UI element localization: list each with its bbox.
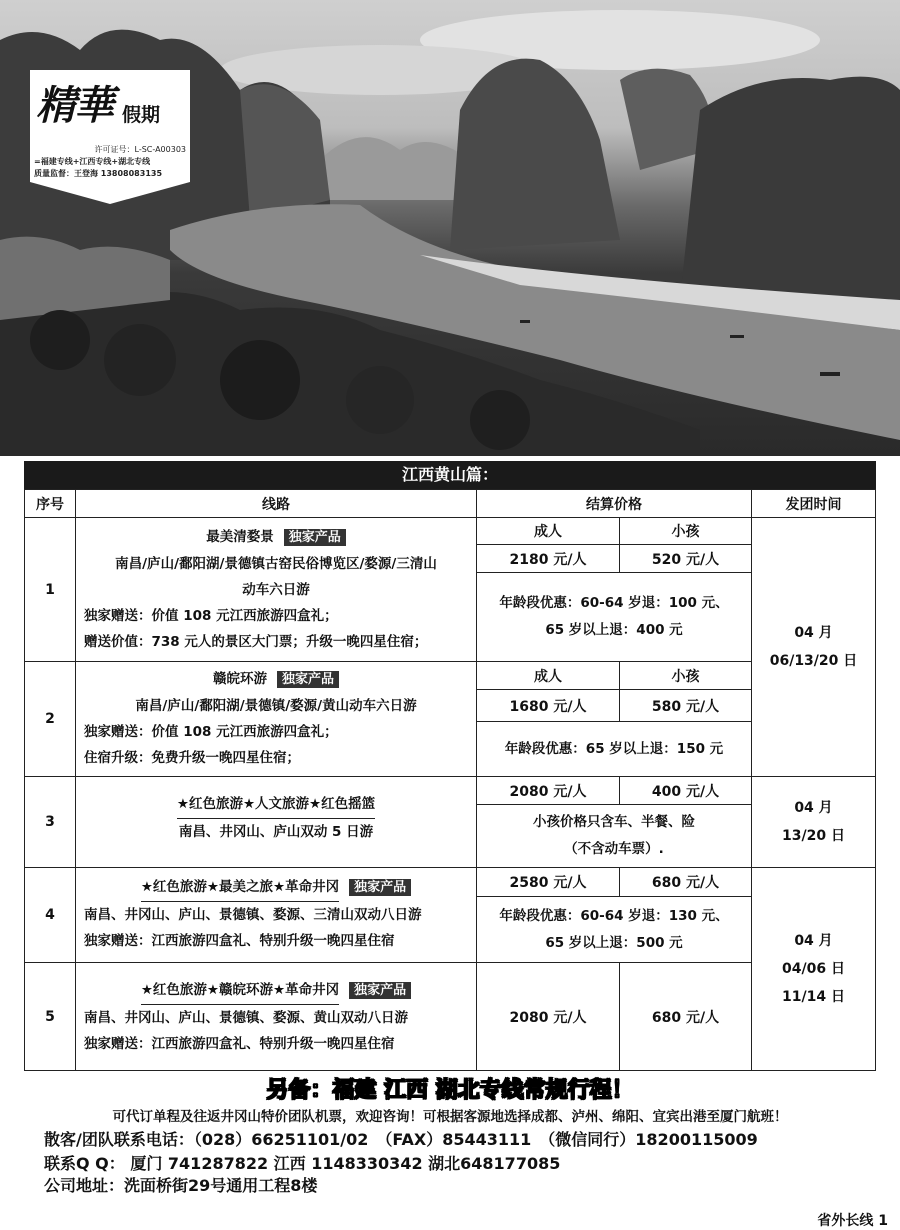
- route-stops: 南昌、井冈山、庐山、景德镇、婺源、黄山双动八日游: [84, 1010, 408, 1026]
- depart-days: 13/20 日: [782, 828, 845, 844]
- route-gift: 独家赠送：江西旅游四盒礼、特别升级一晚四星住宿: [84, 1036, 395, 1052]
- adult-price: 2080 元/人: [476, 776, 620, 805]
- route-gift: 独家赠送：价值 108 元江西旅游四盒礼；: [84, 608, 338, 624]
- discount-line-2: 65 岁以上退：400 元: [545, 622, 683, 638]
- logo-license: 许可证号：L-SC-A00303: [94, 145, 186, 154]
- discount-note: [476, 896, 752, 963]
- exclusive-tag: 独家产品: [277, 671, 339, 688]
- route-title-text: ★红色旅游★赣皖环游★革命井冈: [141, 977, 339, 1005]
- discount-note: [476, 721, 752, 777]
- route-cell: [75, 661, 477, 777]
- child-price: 680 元/人: [619, 962, 752, 1071]
- discount-line-1: 年龄段优惠：60-64 岁退：130 元、: [499, 907, 729, 924]
- logo-supervisor: 质量监督：王登海 13808083135: [34, 169, 163, 178]
- note-line-2: （不含动车票）.: [564, 841, 664, 857]
- depart-date: [751, 517, 876, 777]
- adult-price: 2580 元/人: [476, 867, 620, 897]
- route-title: [84, 666, 468, 693]
- child-label: 小孩: [619, 661, 752, 690]
- landscape-illustration: [0, 0, 900, 456]
- header-no: 序号: [24, 489, 76, 518]
- child-price-note: [476, 804, 752, 868]
- depart-date: [751, 776, 876, 868]
- adult-price: 1680 元/人: [476, 689, 620, 722]
- route-stops: 南昌、井冈山、庐山、景德镇、婺源、三清山双动八日游: [84, 907, 422, 923]
- row-number: 3: [24, 776, 76, 868]
- page-number: 省外长线 1: [817, 1213, 888, 1229]
- row-number: 1: [24, 517, 76, 662]
- discount-note: [476, 572, 752, 662]
- section-title: 江西黄山篇：: [24, 461, 876, 489]
- adult-label: 成人: [476, 661, 620, 690]
- route-stops: 南昌/庐山/鄱阳湖/景德镇/婺源/黄山动车六日游: [135, 698, 417, 714]
- discount-line-1: 年龄段优惠：60-64 岁退：100 元、: [499, 595, 729, 611]
- depart-days: 04/06 日: [782, 961, 845, 977]
- route-stops-cont: 动车六日游: [242, 582, 310, 598]
- route-extra: 住宿升级：免费升级一晚四星住宿；: [84, 750, 300, 766]
- route-title: [84, 791, 468, 819]
- exclusive-tag: 独家产品: [349, 982, 411, 999]
- route-cell: [75, 867, 477, 963]
- route-title-text: 赣皖环游: [212, 671, 267, 687]
- route-cell: [75, 776, 477, 868]
- route-title-text: ★红色旅游★人文旅游★红色摇篮: [177, 791, 375, 819]
- discount-line-1: 年龄段优惠：65 岁以上退：150 元: [504, 740, 724, 757]
- route-gift: 独家赠送：价值 108 元江西旅游四盒礼；: [84, 724, 338, 740]
- depart-month: 04 月: [794, 625, 833, 641]
- route-cell: [75, 517, 477, 662]
- route-cell: [75, 962, 477, 1071]
- exclusive-tag: 独家产品: [349, 879, 411, 896]
- header-route: 线路: [75, 489, 477, 518]
- depart-days-2: 11/14 日: [782, 989, 845, 1005]
- depart-date: [751, 867, 876, 1071]
- logo-brand-suffix: 假期: [122, 104, 161, 126]
- route-extra: 赠送价值：738 元人的景区大门票；升级一晚四星住宿；: [84, 634, 428, 650]
- adult-price: 2080 元/人: [476, 962, 620, 1071]
- logo-brand-mark: 精華: [36, 82, 112, 129]
- route-title-text: ★红色旅游★最美之旅★革命井冈: [141, 874, 339, 902]
- child-price: 680 元/人: [619, 867, 752, 897]
- row-number: 2: [24, 661, 76, 777]
- contact-qq: 联系Q Q： 厦门 741287822 江西 1148330342 湖北648177085: [44, 1154, 561, 1173]
- logo-lines: =福建专线+江西专线+湖北专线: [34, 157, 151, 166]
- itinerary-table: [24, 489, 876, 1071]
- also-available-banner: 另备：福建 江西 湖北专线常规行程！: [266, 1078, 634, 1103]
- route-title-text: 最美清婺景: [206, 529, 274, 545]
- flight-info: 可代订单程及往返井冈山特价团队机票，欢迎咨询！可根据客源地选择成都、泸州、绵阳、宜宾出港至厦门航班！: [112, 1109, 788, 1125]
- row-number: 5: [24, 962, 76, 1071]
- child-price: 580 元/人: [619, 689, 752, 722]
- exclusive-tag: 独家产品: [284, 529, 346, 546]
- child-price: 400 元/人: [619, 776, 752, 805]
- contact-phone: 散客/团队联系电话：（028）66251101/02 （FAX）85443111 （微信同行）18200115009: [44, 1130, 758, 1149]
- adult-label: 成人: [476, 517, 620, 545]
- header-price: 结算价格: [476, 489, 752, 518]
- note-line-1: 小孩价格只含车、半餐、险: [533, 814, 695, 830]
- adult-price: 2180 元/人: [476, 544, 620, 573]
- brand-logo: [30, 70, 190, 204]
- route-title: [84, 524, 468, 551]
- route-gift: 独家赠送：江西旅游四盒礼、特别升级一晚四星住宿: [84, 933, 395, 949]
- discount-line-2: 65 岁以上退：500 元: [545, 934, 683, 951]
- route-stops: 南昌、井冈山、庐山双动 5 日游: [178, 824, 374, 840]
- route-stops: 南昌/庐山/鄱阳湖/景德镇古窑民俗博览区/婺源/三清山: [115, 556, 437, 572]
- hero-landscape-photo: [0, 0, 900, 456]
- route-title: [84, 874, 468, 902]
- header-depart: 发团时间: [751, 489, 876, 518]
- depart-days: 06/13/20 日: [769, 653, 858, 669]
- child-label: 小孩: [619, 517, 752, 545]
- depart-month: 04 月: [794, 933, 833, 949]
- row-number: 4: [24, 867, 76, 963]
- child-price: 520 元/人: [619, 544, 752, 573]
- depart-month: 04 月: [794, 800, 833, 816]
- company-address: 公司地址：洗面桥街29号通用工程8楼: [44, 1176, 318, 1195]
- route-title: [84, 977, 468, 1005]
